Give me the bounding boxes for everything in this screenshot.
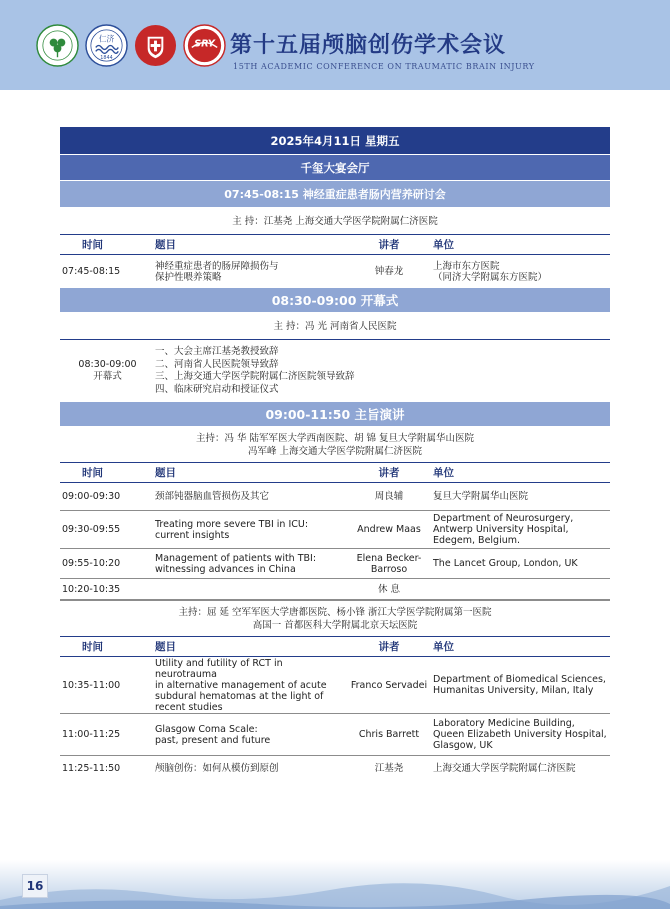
table-row (60, 756, 610, 781)
row-topic: Utility and futility of RCT in neurotrauma in alternative management of acute subdural hematomas at the light of recent studies (155, 657, 327, 713)
row-speaker: 江基尧 (374, 763, 404, 774)
row-time: 09:55-10:20 (62, 558, 121, 569)
program-table (60, 127, 610, 781)
column-unit: 单位 (433, 239, 454, 251)
row-time: 07:45-08:15 (62, 266, 121, 277)
column-topic: 题目 (155, 239, 176, 251)
row-unit: The Lancet Group, London, UK (433, 558, 578, 569)
table-row (60, 549, 610, 578)
row-speaker: Franco Servadei (350, 679, 428, 691)
column-time: 时间 (82, 239, 103, 251)
table-row (60, 714, 610, 756)
row-speaker: 周良辅 (374, 491, 404, 502)
row-speaker: Elena Becker- Barroso (356, 552, 422, 575)
table-row (60, 511, 610, 549)
conference-subtitle: 15TH ACADEMIC CONFERENCE ON TRAUMATIC BRAIN INJURY (233, 62, 535, 71)
table-row (60, 657, 610, 714)
footer-landscape (0, 860, 670, 909)
row-speaker: Chris Barrett (358, 729, 420, 740)
row-unit: 复旦大学附属华山医院 (433, 491, 529, 502)
row-topic: 颅脑创伤：如何从模仿到原创 (155, 763, 279, 774)
list-item: 四、临床研究启动和授证仪式 (155, 383, 279, 395)
row-speaker: Andrew Maas (357, 524, 421, 535)
session-chair: 主持：冯 华 陆军军医大学西南医院、胡 锦 复旦大学附属华山医院 冯军峰 上海交通大学医学院附属仁济医院 (195, 433, 475, 457)
row-topic: Management of patients with TBI: witnessing advances in China (155, 552, 317, 575)
column-topic: 题目 (155, 641, 176, 653)
svg-text:SRY: SRY (194, 38, 215, 50)
column-topic: 题目 (155, 467, 176, 479)
table-row (60, 255, 610, 288)
column-speaker: 讲者 (378, 239, 400, 251)
row-time: 11:00-11:25 (62, 729, 121, 740)
ceremony-time: 08:30-09:00 开幕式 (78, 358, 137, 382)
column-time: 时间 (82, 641, 103, 653)
row-topic: 神经重症患者的肠屏障损伤与 保护性喂养策略 (155, 260, 279, 283)
row-time: 09:30-09:55 (62, 524, 121, 535)
table-header (60, 234, 610, 255)
schedule-list (60, 657, 610, 781)
column-unit: 单位 (433, 641, 454, 653)
row-unit: 上海交通大学医学院附属仁济医院 (433, 763, 576, 774)
opening-ceremony (60, 340, 610, 402)
column-unit: 单位 (433, 467, 454, 479)
session-bar: 07:45-08:15 神经重症患者肠内营养研讨会 (60, 181, 610, 208)
svg-text:1844: 1844 (100, 55, 113, 62)
row-unit: Laboratory Medicine Building, Queen Elizabeth University Hospital, Glasgow, UK (433, 718, 607, 751)
clover-logo (36, 24, 79, 67)
logo-strip (36, 24, 226, 67)
row-topic: Glasgow Coma Scale: past, present and future (155, 723, 271, 746)
svg-text:仁济: 仁济 (98, 34, 115, 44)
hall-bar: 千玺大宴会厅 (60, 155, 610, 181)
table-header (60, 636, 610, 657)
list-item: 三、上海交通大学医学院附属仁济医院领导致辞 (155, 371, 355, 382)
session-bar: 08:30-09:00 开幕式 (60, 288, 610, 313)
red-shield-logo (134, 24, 177, 67)
schedule-list (60, 483, 610, 578)
page-number: 16 (22, 874, 48, 898)
date-bar: 2025年4月11日 星期五 (60, 127, 610, 155)
list-item: 一、大会主席江基尧教授致辞 (155, 346, 279, 357)
session-chair: 主 持：冯 光 河南省人民医院 (60, 313, 610, 340)
row-unit: Department of Biomedical Sciences, Humanitas University, Milan, Italy (433, 674, 606, 696)
break-row (60, 578, 610, 600)
row-topic: Treating more severe TBI in ICU: current insights (155, 518, 309, 541)
schedule-list (60, 255, 610, 288)
column-speaker: 讲者 (378, 641, 400, 653)
row-time: 09:00-09:30 (62, 491, 121, 502)
ceremony-items (155, 346, 355, 396)
row-time: 11:25-11:50 (62, 763, 121, 774)
list-item: 二、河南省人民医院领导致辞 (155, 358, 279, 370)
row-speaker: 钟春龙 (374, 266, 404, 277)
page-header (0, 0, 670, 90)
sry-logo (183, 24, 226, 67)
break-label: 休 息 (377, 583, 401, 595)
conference-title: 第十五届颅脑创伤学术会议 (230, 33, 507, 58)
table-row (60, 483, 610, 511)
row-unit: Department of Neurosurgery, Antwerp University Hospital, Edegem, Belgium. (433, 513, 574, 546)
column-speaker: 讲者 (378, 467, 400, 479)
row-topic: 颈部钝器脑血管损伤及其它 (155, 491, 270, 502)
row-unit: 上海市东方医院 （同济大学附属东方医院） (433, 260, 548, 283)
session-chair: 主持：屈 延 空军军医大学唐都医院、杨小锋 浙江大学医学院附属第一医院 高国一 首都医科大学附属北京天坛医院 (60, 600, 610, 636)
column-time: 时间 (82, 467, 103, 479)
row-time: 10:35-11:00 (62, 679, 121, 691)
table-header (60, 462, 610, 483)
session-bar: 09:00-11:50 主旨演讲 (60, 402, 610, 427)
break-time: 10:20-10:35 (62, 583, 121, 595)
session-chair: 主 持：江基尧 上海交通大学医学院附属仁济医院 (232, 216, 438, 227)
renji-logo (85, 24, 128, 67)
